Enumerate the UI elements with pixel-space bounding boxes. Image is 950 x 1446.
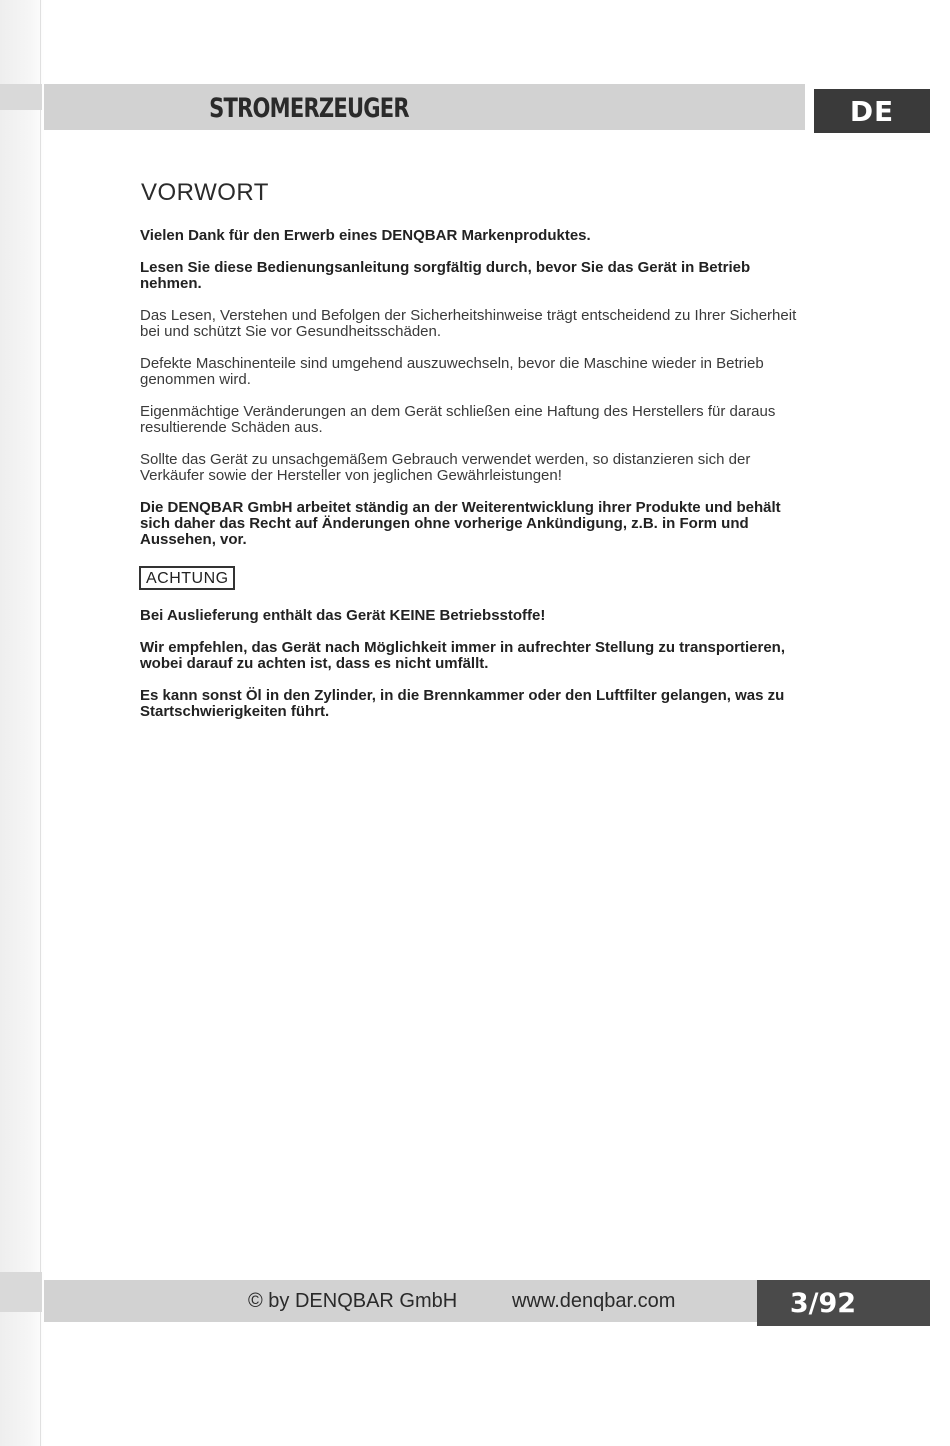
paragraph: Das Lesen, Verstehen und Befolgen der Sicherheitshinweise trägt entscheidend zu Ihrer Sicherheit bei und schützt Sie vor Gesundheitsschäden. [140, 307, 797, 340]
language-badge: DE [814, 89, 930, 133]
warning-paragraph: Es kann sonst Öl in den Zylinder, in die Brennkammer oder den Luftfilter gelangen, was zu Startschwierigkeiten führt. [140, 687, 785, 720]
warning-paragraph: Wir empfehlen, das Gerät nach Möglichkeit immer in aufrechter Stellung zu transportieren, wobei darauf zu achten ist, dass es nicht umfällt. [140, 639, 785, 672]
page-number: 3/92 [789, 1288, 857, 1319]
paragraph: Defekte Maschinenteile sind umgehend auszuwechseln, bevor die Maschine wieder in Betrieb genommen wird. [140, 355, 764, 388]
paragraph: Eigenmächtige Veränderungen an dem Gerät schließen eine Haftung des Herstellers für daraus resultierende Schäden aus. [140, 403, 776, 436]
paragraph: Sollte das Gerät zu unsachgemäßem Gebrauch verwendet werden, so distanzieren sich der Verkäufer sowie der Hersteller von jeglichen Gewährleistungen! [140, 451, 751, 484]
warning-paragraph: Bei Auslieferung enthält das Gerät KEINE Betriebsstoffe! [140, 607, 546, 624]
main-content [139, 178, 809, 736]
page-gutter-line [40, 0, 41, 1446]
paragraph: Lesen Sie diese Bedienungsanleitung sorgfältig durch, bevor Sie das Gerät in Betrieb nehmen. [140, 259, 751, 292]
footer-copyright: © by DENQBAR GmbH [248, 1290, 458, 1312]
section-heading: VORWORT [141, 179, 269, 206]
page-title: STROMERZEUGER [209, 93, 409, 124]
page-gutter [0, 0, 44, 1446]
footer-url: www.denqbar.com [512, 1290, 676, 1312]
gutter-mark [0, 1272, 42, 1312]
warning-label: ACHTUNG [139, 566, 235, 590]
paragraph: Die DENQBAR GmbH arbeitet ständig an der Weiterentwicklung ihrer Produkte und behält sich daher das Recht auf Änderungen ohne vorherige Ankündigung, z.B. in Form und Aussehen, vor. [140, 499, 781, 548]
paragraph: Vielen Dank für den Erwerb eines DENQBAR Markenproduktes. [140, 227, 591, 244]
